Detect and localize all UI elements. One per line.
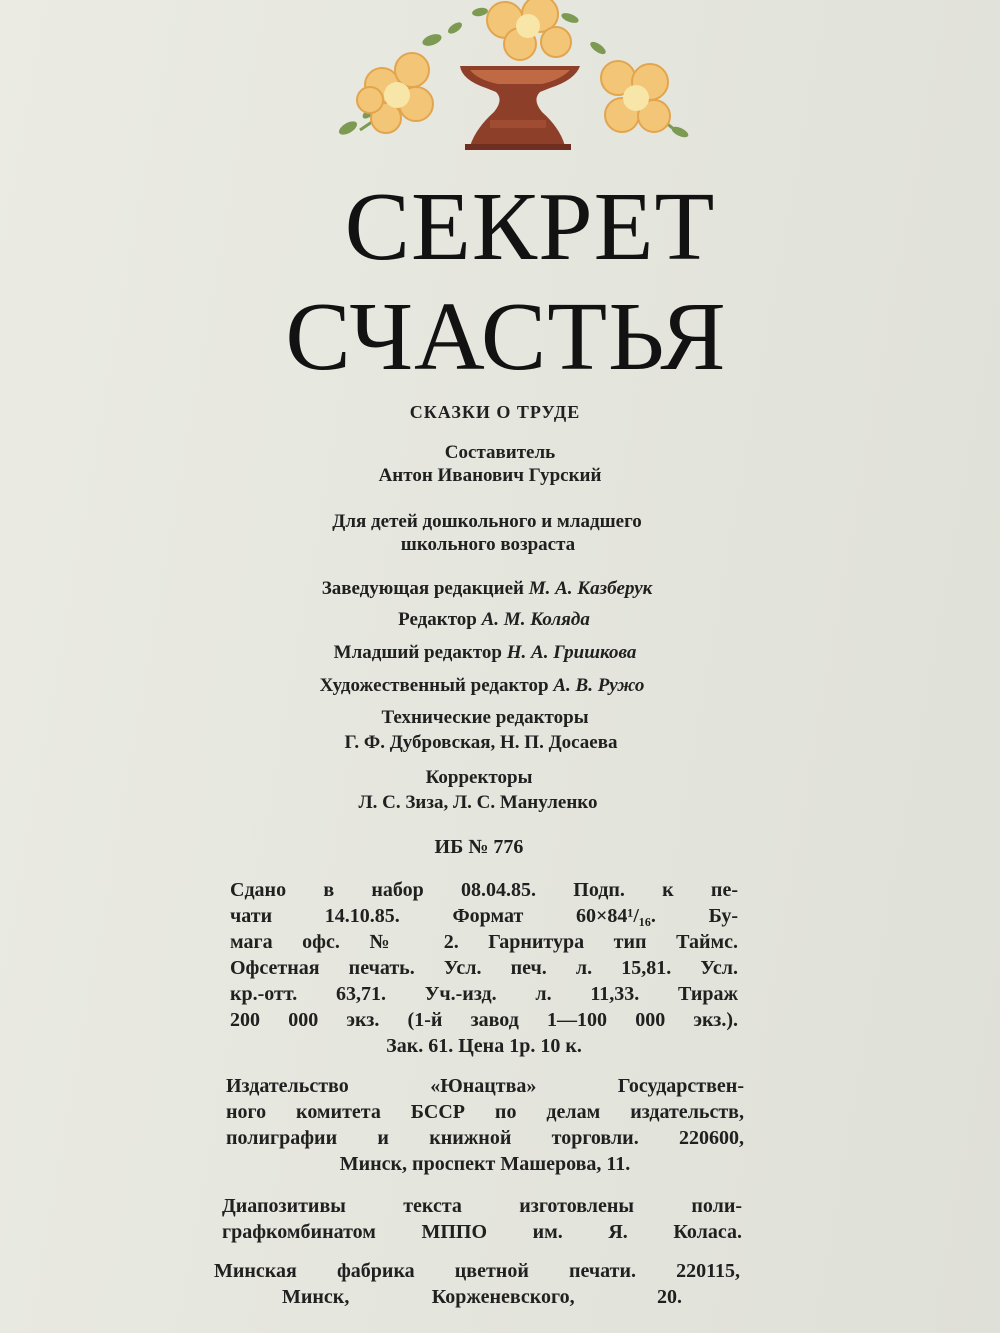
book-title-line1: СЕКРЕТ <box>344 173 716 281</box>
compiler-label: Составитель <box>444 442 556 463</box>
head-editor-credit <box>0 577 987 600</box>
book-subtitle: СКАЗКИ О ТРУДЕ <box>409 402 581 422</box>
print-info-line: Зак. 61. Цена 1р. 10 к. <box>386 1035 582 1057</box>
proofreaders-label: Корректоры <box>425 767 533 788</box>
proofreaders-names: Л. С. Зиза, Л. С. Мануленко <box>358 792 598 813</box>
factory-line: Минская фабрика цветной печати. 220115, <box>214 1260 740 1282</box>
publisher-line: Издательство «Юнацтва» Государствен- <box>226 1075 744 1097</box>
top-flower <box>487 0 571 60</box>
factory-line: Минск, Корженевского, 20. <box>282 1286 682 1308</box>
art-editor-credit <box>0 674 982 697</box>
publisher-info <box>226 1073 744 1177</box>
factory-info <box>214 1258 740 1310</box>
editor-name: А. М. Коляда <box>481 609 590 630</box>
compiler-name: Антон Иванович Гурский <box>378 465 602 486</box>
publisher-line: полиграфии и книжной торговли. 220600, <box>226 1127 744 1149</box>
audience-line1: Для детей дошкольного и младшего <box>332 511 642 532</box>
art-editor-name: А. В. Ружо <box>553 675 645 696</box>
head-editor-name: М. А. Казберук <box>528 578 653 599</box>
editor-label: Редактор <box>398 609 477 630</box>
left-flower <box>357 53 433 133</box>
publisher-line: ного комитета БССР по делам издательств, <box>226 1101 744 1123</box>
vase <box>460 66 580 150</box>
book-title-line2: СЧАСТЬЯ <box>285 283 727 391</box>
tech-editors-names: Г. Ф. Дубровская, Н. П. Досаева <box>344 732 618 753</box>
junior-editor-name: Н. А. Гришкова <box>506 642 637 663</box>
print-info-line: чати 14.10.85. Формат 60×84¹/₁₆. Бу- <box>230 905 738 927</box>
slides-line: графкомбинатом МППО им. Я. Коласа. <box>222 1221 742 1243</box>
editor-credit <box>0 608 994 631</box>
junior-editor-label: Младший редактор <box>333 642 503 663</box>
ib-number: ИБ № 776 <box>434 836 524 858</box>
print-info-line: кр.-отт. 63,71. Уч.-изд. л. 11,33. Тираж <box>230 983 738 1005</box>
audience-line2: школьного возраста <box>400 534 576 555</box>
junior-editor-credit <box>0 641 985 664</box>
print-info-line: мага офс. № 2. Гарнитура тип Таймс. <box>230 931 738 953</box>
head-editor-label: Заведующая редакцией <box>321 578 524 599</box>
print-info-line: 200 000 экз. (1-й завод 1—100 000 экз.). <box>230 1009 738 1031</box>
right-flower <box>601 61 670 132</box>
tech-editors-label: Технические редакторы <box>381 707 589 728</box>
print-info-line: Офсетная печать. Усл. печ. л. 15,81. Усл. <box>230 957 738 979</box>
print-info <box>230 877 738 1059</box>
art-editor-label: Художественный редактор <box>319 675 549 696</box>
print-info-line: Сдано в набор 08.04.85. Подп. к пе- <box>230 879 738 901</box>
flower-vase-ornament-icon <box>320 0 720 160</box>
slides-line: Диапозитивы текста изготовлены поли- <box>222 1195 742 1217</box>
slides-info <box>222 1193 742 1245</box>
publisher-line: Минск, проспект Машерова, 11. <box>339 1153 631 1175</box>
